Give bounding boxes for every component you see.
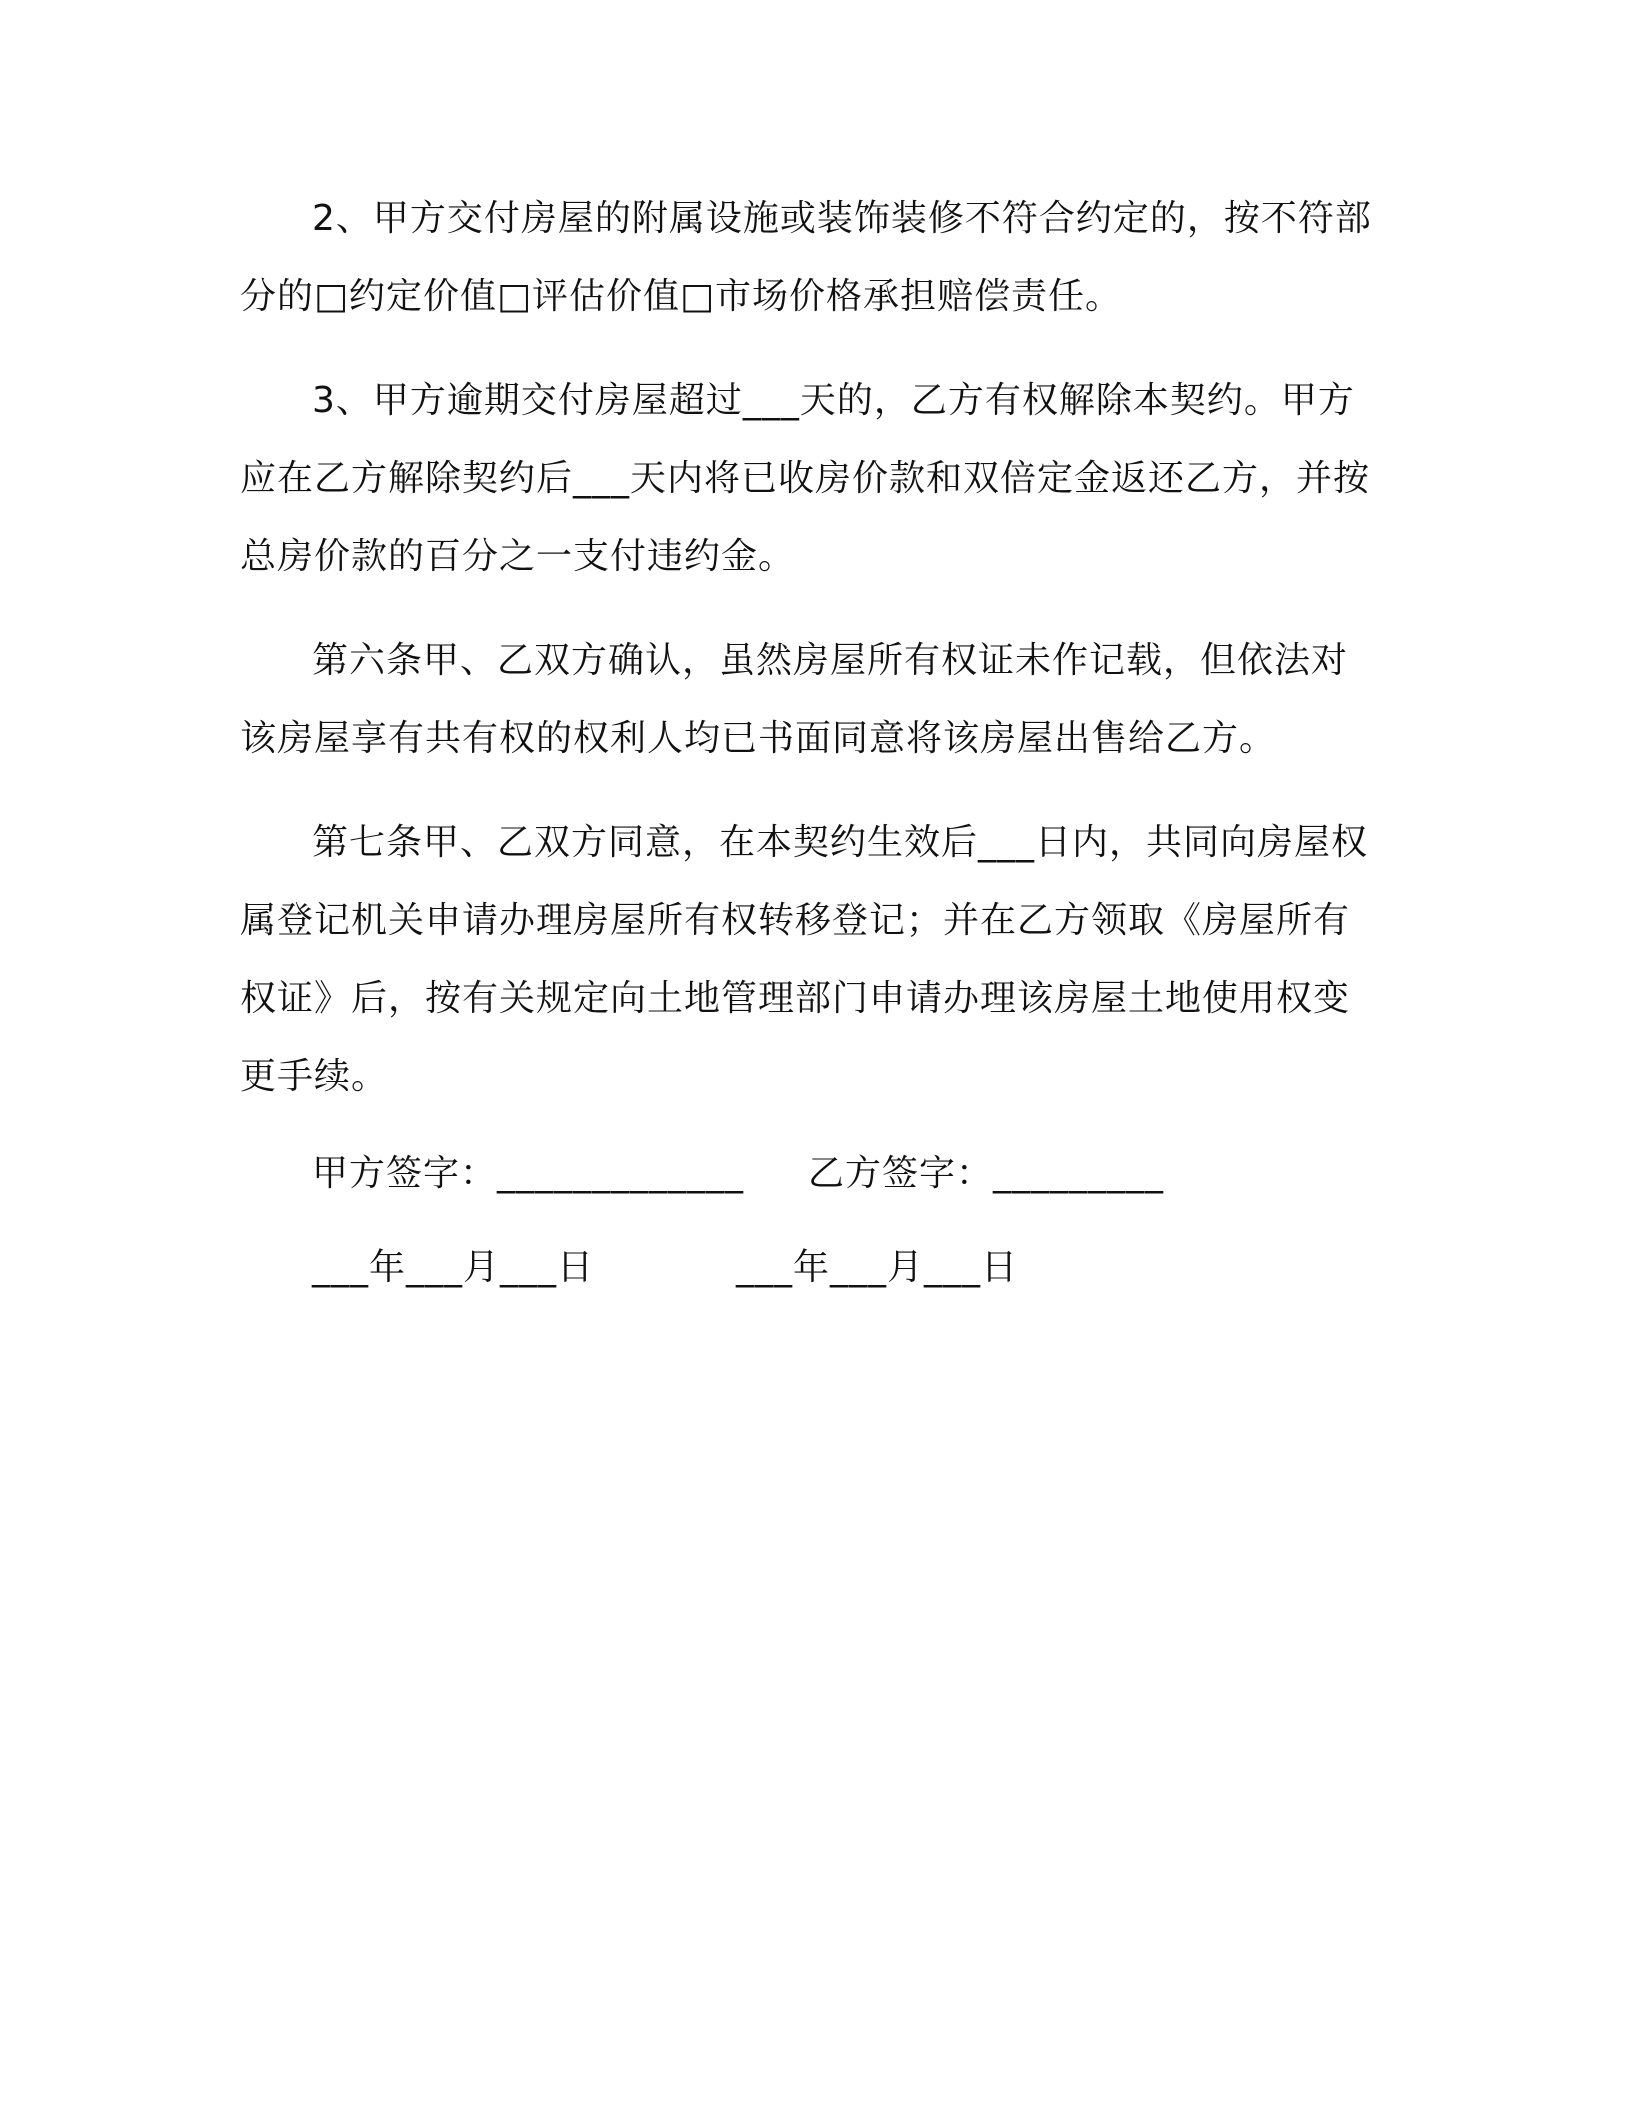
clause-item-2: 2、甲方交付房屋的附属设施或装饰装修不符合约定的，按不符部分的□约定价值□评估价值□市场价格承担赔偿责任。 [240, 198, 1372, 317]
date-row [312, 1240, 1019, 1464]
party-b-signature: 乙方签字：_________ [808, 1153, 1165, 1194]
clause-item-3: 3、甲方逾期交付房屋超过___天的，乙方有权解除本契约。甲方应在乙方解除契约后___天内将已收房价款和双倍定金返还乙方，并按总房价款的百分之一支付违约金。 [240, 380, 1371, 577]
party-a-date: ___年___月___日 [312, 1247, 595, 1288]
party-a-signature: 甲方签字：_____________ [312, 1153, 745, 1194]
article-7: 第七条甲、乙双方同意，在本契约生效后___日内，共同向房屋权属登记机关申请办理房屋所有权转移登记；并在乙方领取《房屋所有权证》后，按有关规定向土地管理部门申请办理该房屋土地使用权变更手续。 [240, 822, 1369, 1097]
party-b-date: ___年___月___日 [736, 1247, 1019, 1288]
article-6: 第六条甲、乙双方确认，虽然房屋所有权证未作记载，但依法对该房屋享有共有权的权利人均已书面同意将该房屋出售给乙方。 [240, 640, 1349, 759]
